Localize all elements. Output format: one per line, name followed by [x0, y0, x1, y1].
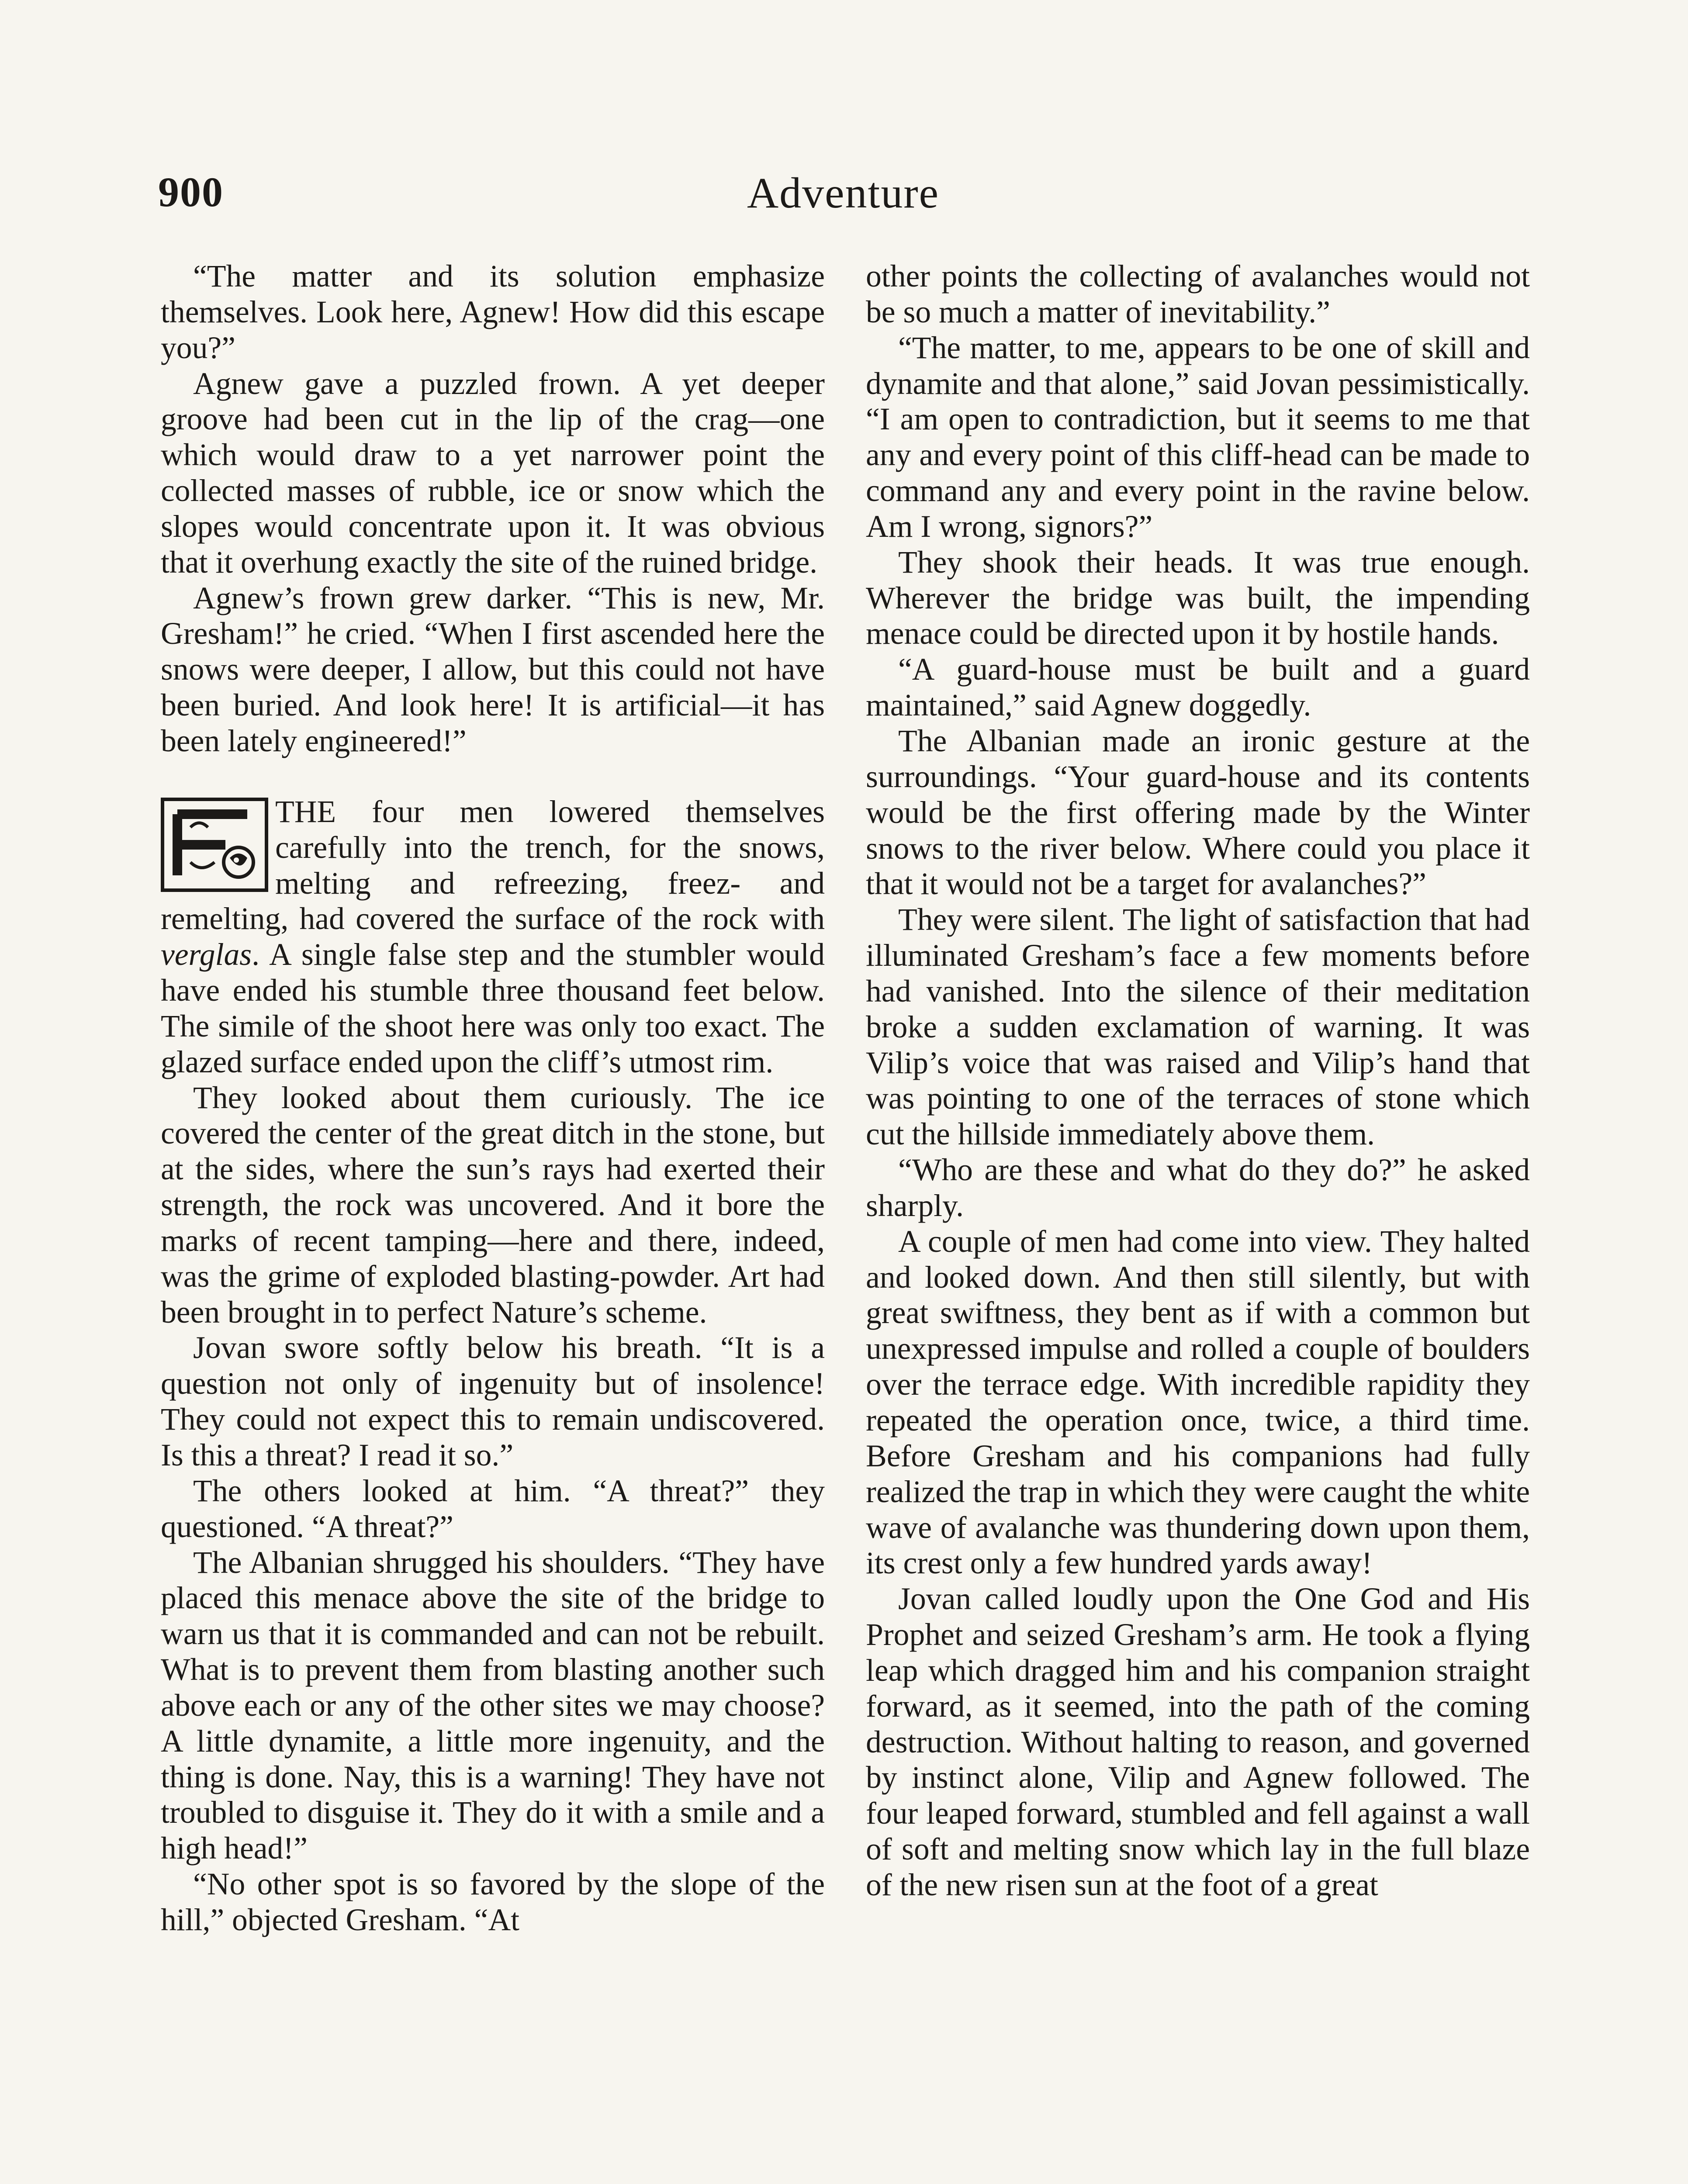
section-break: [161, 759, 825, 794]
paragraph: “The matter, to me, appears to be one of skill and dynamite and that alone,” said Jovan pessimistically. “I am open to contradiction, but it seems to me that any and every point of this cliff-head can be made to command any and every point in the ravine below. Am I wrong, signors?”: [866, 330, 1530, 544]
right-column: [866, 259, 1530, 1903]
paragraph: other points the collecting of avalanches would not be so much a matter of inevitability.”: [866, 259, 1530, 329]
paragraph: “Who are these and what do they do?” he asked sharply.: [866, 1153, 1530, 1223]
paragraph: “The matter and its solution emphasize themselves. Look here, Agnew! How did this escape you?”: [161, 259, 825, 365]
page-number: 900: [158, 169, 224, 215]
drop-cap-paragraph: [161, 794, 825, 1080]
paragraph: A couple of men had come into view. They halted and looked down. And then still silently, but with great swiftness, they bent as if with a common but unexpressed impulse and rolled a couple of boulders over the terrace edge. With incredible rapidity they repeated the operation once, twice, a third time. Before Gresham and his companions had fully realized the trap in which they were caught the white wave of avalanche was thundering down upon them, its crest only a few hundred yards away!: [866, 1224, 1530, 1581]
paragraph: They were silent. The light of satisfaction that had illuminated Gresham’s face a few moments before had vanished. Into the silence of their meditation broke a sudden exclamation of warning. It was Vilip’s voice that was raised and Vilip’s hand that was pointing to one of the terraces of stone which cut the hillside immediately above them.: [866, 902, 1530, 1152]
paragraph: “A guard-house must be built and a guard maintained,” said Agnew doggedly.: [866, 652, 1530, 723]
paragraph: They shook their heads. It was true enough. Wherever the bridge was built, the impending menace could be directed upon it by hostile hands.: [866, 545, 1530, 651]
ornamental-initial-icon: [160, 797, 269, 893]
paragraph: Agnew gave a puzzled frown. A yet deeper groove had been cut in the lip of the crag—one which would draw to a yet narrower point the collected masses of rubble, ice or snow which the slopes would concentrate upon it. It was obvious that it overhung exactly the site of the ruined bridge.: [161, 366, 825, 580]
paragraph: Jovan swore softly below his breath. “It is a question not only of ingenuity but of insolence! They could not expect this to remain undiscovered. Is this a threat? I read it so.”: [161, 1330, 825, 1472]
paragraph: They looked about them curiously. The ice covered the center of the great ditch in the stone, but at the sides, where the sun’s rays had exerted their strength, the rock was uncovered. And it bore the marks of recent tamping—here and there, indeed, was the grime of exploded blasting-powder. Art had been brought in to perfect Nature’s scheme.: [161, 1080, 825, 1330]
left-column: [161, 259, 825, 1938]
paragraph: “No other spot is so favored by the slope of the hill,” objected Gresham. “At: [161, 1867, 825, 1937]
paragraph: The Albanian shrugged his shoulders. “They have placed this menace above the site of the bridge to warn us that it is commanded and can not be rebuilt. What is to prevent them from blasting another such above each or any of the other sites we may choose? A little dynamite, a little more ingenuity, and the thing is done. Nay, this is a warning! They have not troubled to disguise it. They do it with a smile and a high head!”: [161, 1545, 825, 1866]
paragraph: The others looked at him. “A threat?” they questioned. “A threat?”: [161, 1473, 825, 1544]
paragraph: The Albanian made an ironic gesture at the surroundings. “Your guard-house and its contents would be the first offering made by the Winter snows to the river below. Where could you place it that it would not be a target for avalanches?”: [866, 723, 1530, 902]
paragraph: Agnew’s frown grew darker. “This is new, Mr. Gresham!” he cried. “When I first ascended here the snows were deeper, I allow, but this could not have been buried. And look here! It is artificial—it has been lately engineered!”: [161, 581, 825, 758]
paragraph: THE four men lowered themselves carefully into the trench, for the snows, melting and refreezing, freez- and remelting, had covered the surface of the rock with verglas. A single false step and the stumbler would have ended his stumble three thousand feet below. The simile of the shoot here was only too exact. The glazed surface ended upon the cliff’s utmost rim.: [161, 794, 825, 1079]
paragraph: Jovan called loudly upon the One God and His Prophet and seized Gresham’s arm. He took a flying leap which dragged him and his companion straight forward, as it seemed, into the path of the coming destruction. Without halting to reason, and governed by instinct alone, Vilip and Agnew followed. The four leaped forward, stumbled and fell against a wall of soft and melting snow which lay in the full blaze of the new risen sun at the foot of a great: [866, 1582, 1530, 1902]
running-title: Adventure: [747, 169, 940, 217]
